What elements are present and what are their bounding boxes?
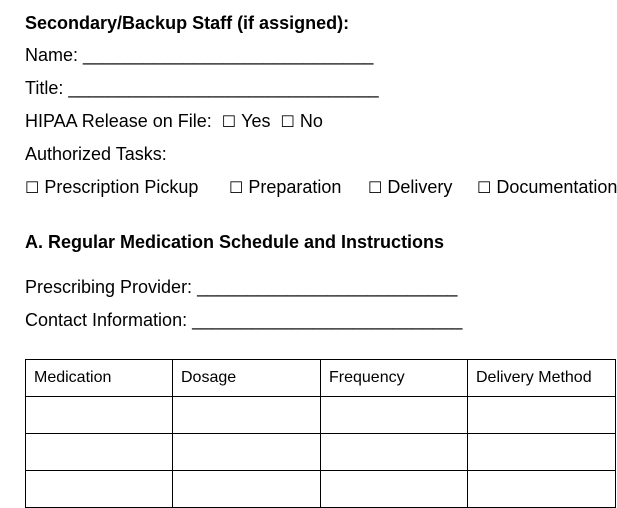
checkbox-icon[interactable]: ☐ bbox=[229, 180, 244, 197]
task-label: Preparation bbox=[248, 177, 342, 197]
hipaa-no-label: No bbox=[299, 111, 323, 131]
title-label: Title: bbox=[25, 78, 64, 98]
authorized-tasks-label: Authorized Tasks: bbox=[25, 144, 167, 164]
title-row bbox=[25, 77, 379, 99]
medication-schedule-heading: A. Regular Medication Schedule and Instructions bbox=[25, 232, 445, 252]
task-label: Delivery bbox=[387, 177, 453, 197]
hipaa-no-option[interactable] bbox=[281, 110, 323, 134]
table-cell[interactable] bbox=[26, 397, 173, 434]
table-cell[interactable] bbox=[321, 471, 468, 508]
header-dosage: Dosage bbox=[173, 360, 321, 397]
header-delivery-method: Delivery Method bbox=[468, 360, 616, 397]
checkbox-icon[interactable]: ☐ bbox=[221, 114, 237, 131]
title-field[interactable]: _______________________________ bbox=[68, 78, 379, 98]
checkbox-icon[interactable]: ☐ bbox=[477, 180, 492, 197]
header-frequency: Frequency bbox=[321, 360, 468, 397]
hipaa-yes-label: Yes bbox=[241, 111, 271, 131]
task-preparation[interactable] bbox=[229, 176, 341, 200]
table-cell[interactable] bbox=[468, 434, 616, 471]
table-cell[interactable] bbox=[321, 397, 468, 434]
hipaa-row bbox=[25, 110, 323, 134]
table-row bbox=[26, 397, 616, 434]
checkbox-icon[interactable]: ☐ bbox=[368, 180, 383, 197]
checkbox-icon[interactable]: ☐ bbox=[25, 180, 40, 197]
table-cell[interactable] bbox=[173, 471, 321, 508]
task-prescription-pickup[interactable] bbox=[25, 176, 198, 200]
prescribing-provider-label: Prescribing Provider: bbox=[25, 277, 193, 297]
table-cell[interactable] bbox=[468, 471, 616, 508]
header-medication: Medication bbox=[26, 360, 173, 397]
task-label: Prescription Pickup bbox=[44, 177, 199, 197]
name-row bbox=[25, 44, 373, 66]
table-row bbox=[26, 471, 616, 508]
name-field[interactable]: _____________________________ bbox=[83, 45, 374, 65]
table-cell[interactable] bbox=[26, 434, 173, 471]
backup-staff-heading: Secondary/Backup Staff (if assigned): bbox=[25, 13, 350, 33]
name-label: Name: bbox=[25, 45, 79, 65]
table-cell[interactable] bbox=[26, 471, 173, 508]
prescribing-provider-field[interactable]: __________________________ bbox=[197, 277, 458, 297]
task-delivery[interactable] bbox=[368, 176, 452, 200]
table-row bbox=[26, 434, 616, 471]
hipaa-label: HIPAA Release on File: bbox=[25, 111, 212, 131]
table-cell[interactable] bbox=[468, 397, 616, 434]
authorized-tasks-row bbox=[25, 176, 617, 198]
table-cell[interactable] bbox=[173, 397, 321, 434]
contact-information-field[interactable]: ___________________________ bbox=[192, 310, 463, 330]
hipaa-yes-option[interactable] bbox=[222, 110, 271, 134]
table-header-row bbox=[26, 360, 616, 397]
task-documentation[interactable] bbox=[477, 176, 617, 200]
medication-table bbox=[25, 359, 616, 508]
contact-information-row bbox=[25, 309, 462, 331]
task-label: Documentation bbox=[496, 177, 617, 197]
prescribing-provider-row bbox=[25, 276, 457, 298]
checkbox-icon[interactable]: ☐ bbox=[280, 114, 295, 131]
table-cell[interactable] bbox=[173, 434, 321, 471]
table-cell[interactable] bbox=[321, 434, 468, 471]
contact-information-label: Contact Information: bbox=[25, 310, 188, 330]
